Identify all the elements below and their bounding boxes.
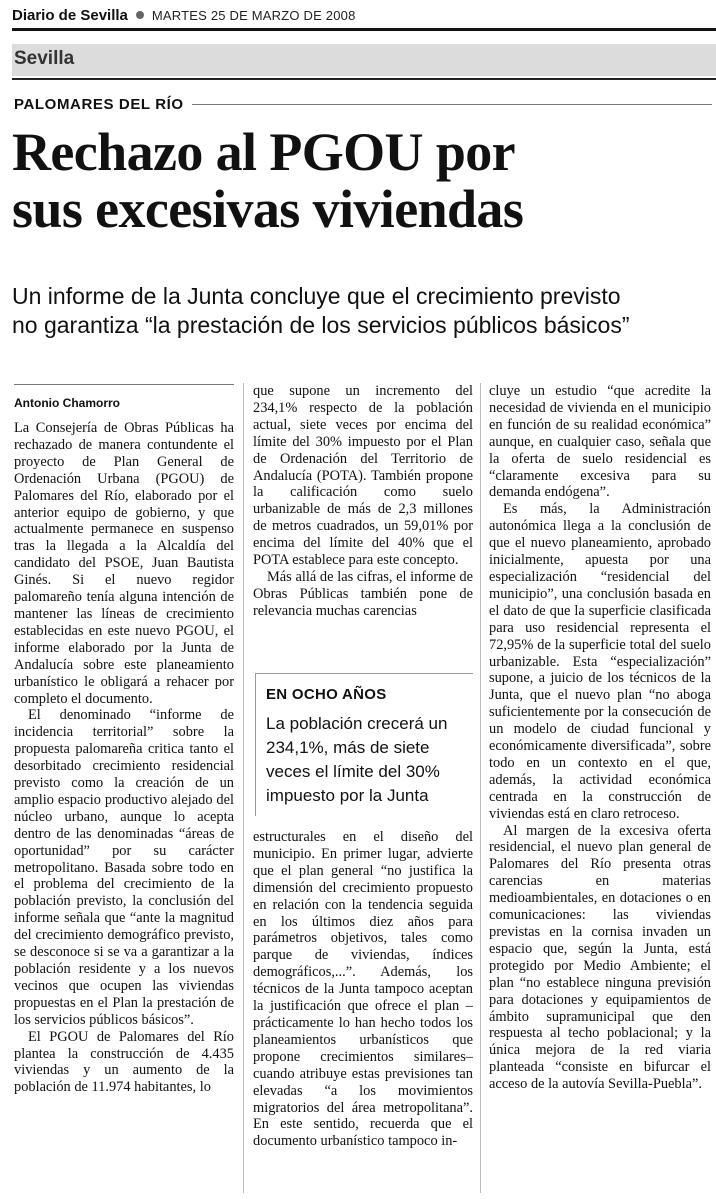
subheadline-line: no garantiza “la prestación de los servicios públicos básicos” bbox=[12, 312, 630, 338]
byline: Antonio Chamorro bbox=[14, 396, 120, 410]
paragraph: La Consejería de Obras Públicas ha rechazado de manera contundente el proyecto de Plan General de Ordenación Urbana (PGOU) de Palomares del Río, elaborado por el anterior equipo de gobierno, y que actualmente permanece en suspenso tras la llegada a la Alcaldía del candidato del PSOE, Juan Bautista Ginés. Si el nuevo regidor palomareño tenía alguna intención de mantener las líneas de crecimiento establecidas en este nuevo PGOU, el informe elaborado por la Junta de Andalucía sobre este planeamiento urbanístico le obligará a rehacer por completo el documento. bbox=[14, 420, 234, 707]
section-name: Sevilla bbox=[14, 48, 75, 69]
section-band bbox=[12, 44, 716, 76]
masthead bbox=[12, 4, 712, 26]
newspaper-name: Diario de Sevilla bbox=[12, 6, 128, 24]
paragraph: que supone un incremento del 234,1% respecto de la población actual, siete veces por encima del límite del 30% impuesto por el Plan de Ordenación del Territorio de Andalucía (POTA). También propone la calificación como suelo urbanizable de más de 2,3 millones de metros cuadrados, un 59,01% por encima del límite del 40% que el POTA establece para este concepto. bbox=[253, 383, 473, 569]
headline bbox=[12, 124, 712, 238]
subheadline-line: Un informe de la Junta concluye que el crecimiento previsto bbox=[12, 283, 621, 309]
paragraph: cluye un estudio “que acredite la necesidad de vivienda en el municipio en función de su realidad económica” aunque, en cualquier caso, señala que la oferta de suelo residencial es “claramente excesiva para su demanda endógena”. bbox=[489, 383, 711, 501]
paragraph: El PGOU de Palomares del Río plantea la construcción de 4.435 viviendas y un aumento de la población de 11.974 habitantes, lo bbox=[14, 1028, 234, 1096]
highlight-box-text: La población crecerá un 234,1%, más de siete veces el límite del 30% impuesto por la Junta bbox=[266, 714, 448, 805]
paragraph: El denominado “informe de incidencia territorial” sobre la propuesta palomareña critica tanto el desorbitado crecimiento residencial previsto como la creación de un amplio espacio productivo alejado del núcleo urbano, aunque lo acepta dentro de las denominadas “áreas de oportunidad” por su carácter metropolitano. Basada sobre todo en el problema del crecimiento de la población previsto, la conclusión del informe señala que “ante la magnitud del crecimiento demográfico previsto, se desconoce si se va a garantizar a la población residente y a los nuevos vecinos que ocupen las viviendas propuestas en el Plan la prestación de los servicios públicos básicos”. bbox=[14, 707, 234, 1028]
bullet-dot-icon bbox=[136, 11, 144, 19]
subheadline bbox=[12, 282, 712, 340]
highlight-box-title: EN OCHO AÑOS bbox=[266, 686, 387, 703]
paragraph: estructurales en el diseño del municipio. En primer lugar, advierte que el plan general “no justifica la dimensión del crecimiento propuesto en relación con la tendencia seguida en los últimos diez años para parámetros objetivos, tales como parque de viviendas, índices demográficos,...”. Además, los técnicos de la Junta tampoco aceptan la justificación que ofrece el plan –prácticamente lo han hecho todos los planeamientos urbanísticos que propone crecimientos similares– cuando atribuye estas previsiones tan elevadas “a los movimientos migratorios del área metropolitana”. En este sentido, recuerda que el documento urbanístico tampoco in- bbox=[253, 829, 473, 1150]
column-divider bbox=[480, 383, 481, 1193]
byline-rule bbox=[14, 384, 234, 385]
paragraph: Al margen de la excesiva oferta residencial, el nuevo plan general de Palomares del Río presenta otras carencias en materias medioambientales, en dotaciones o en comunicaciones: las viviendas previstas en la cornisa invaden un espacio que, según la Junta, está protegido por Medio Ambiente; el plan “no establece ninguna previsión para dotaciones y equipamientos de ámbito supramunicipal que den respuesta al techo poblacional; y la única mejora de la red viaria planteada “consiste en bifurcar el acceso de la autovía Sevilla-Puebla”. bbox=[489, 822, 711, 1093]
highlight-box bbox=[255, 673, 473, 816]
kicker: PALOMARES DEL RÍO bbox=[14, 96, 184, 113]
kicker-rule bbox=[192, 104, 712, 105]
paragraph: Más allá de las cifras, el informe de Obras Públicas también pone de relevancia muchas carencias bbox=[253, 568, 473, 619]
column-divider bbox=[243, 383, 244, 1193]
issue-date: MARTES 25 DE MARZO DE 2008 bbox=[151, 7, 356, 23]
section-rule bbox=[12, 78, 716, 80]
headline-line: sus excesivas viviendas bbox=[12, 179, 524, 239]
article-column-2-top bbox=[253, 383, 473, 620]
headline-line: Rechazo al PGOU por bbox=[12, 122, 516, 182]
paragraph: Es más, la Administración autonómica llega a la conclusión de que el nuevo planeamiento, aprobado inicialmente, apuesta por una especialización “residencial del municipio”, una conclusión basada en el dato de que la superficie clasificada para uso residencial representa el 72,95% de la superficie total del suelo urbanizable. Esta “especialización” supone, a juicio de los técnicos de la Junta, que el nuevo plan “no aboga suficientemente por la consecución de un modelo de ciudad funcional y económicamente diversificada”, sobre todo en un contexto en el que, además, la actividad económica centrada en la construcción de viviendas está en claro retroceso. bbox=[489, 501, 711, 822]
article-column-3 bbox=[489, 383, 711, 1093]
masthead-rule bbox=[12, 28, 716, 31]
article-column-1 bbox=[14, 420, 234, 1096]
article-column-2-bottom bbox=[253, 829, 473, 1150]
